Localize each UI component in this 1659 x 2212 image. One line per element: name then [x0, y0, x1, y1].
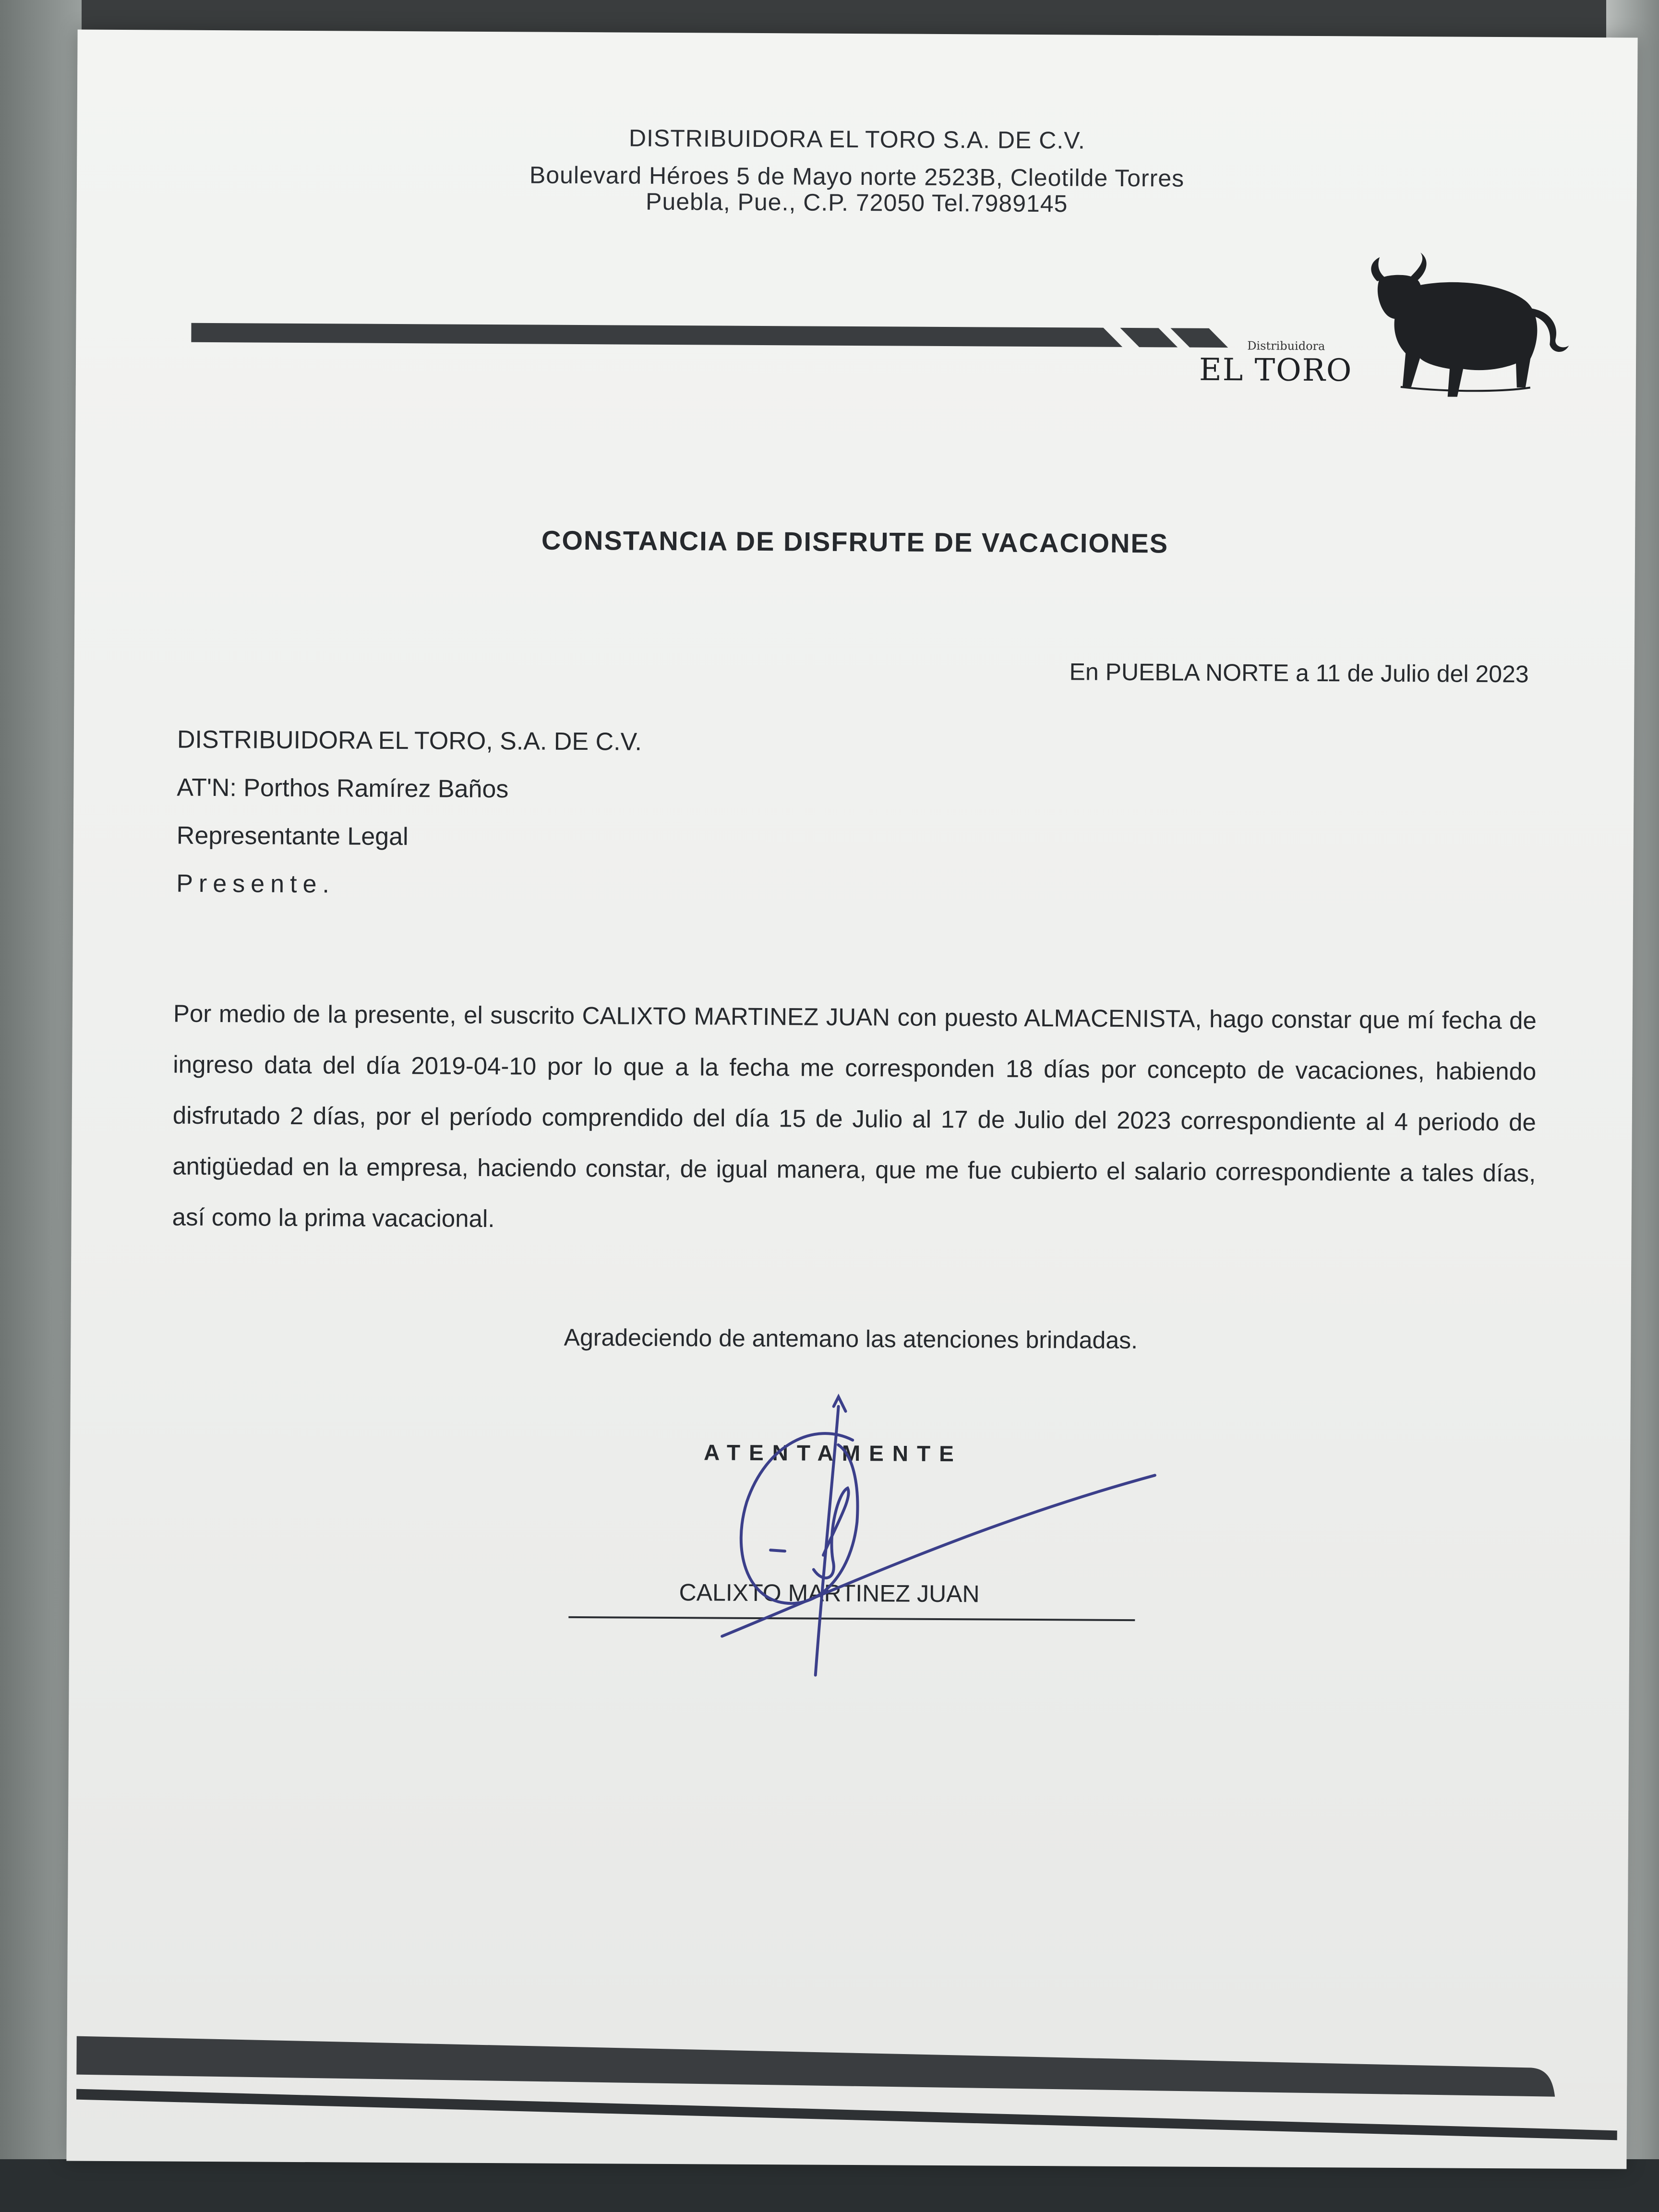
body-paragraph: Por medio de la presente, el suscrito CALIXTO MARTINEZ JUAN con puesto ALMACENISTA, hago constar que mí fecha de ingreso data del día 2019-04-10 por lo que a la fecha me corresponden 18 días por concepto de vacaciones, habiendo disfrutado 2 días, por el período comprendido del día 15 de Julio al 17 de Julio del 2023 correspondiente al 4 periodo de antigüedad en la empresa, haciendo constar, de igual manera, que me fue cubierto el salario correspondiente a tales días, así como la prima vacacional.	[172, 999, 1537, 1233]
footer-stripe	[67, 2017, 1627, 2150]
logo-small-text: Distribuidora	[1247, 339, 1325, 353]
document-title: CONSTANCIA DE DISFRUTE DE VACACIONES	[541, 525, 1169, 559]
closing-word: ATENTAMENTE	[704, 1440, 962, 1467]
header-stripe	[191, 304, 1296, 362]
recipient-company: DISTRIBUIDORA EL TORO, S.A. DE C.V.	[177, 725, 642, 756]
recipient-greeting: Presente.	[176, 869, 336, 899]
letterhead-company: DISTRIBUIDORA EL TORO S.A. DE C.V.	[628, 124, 1086, 154]
place-date: En PUEBLA NORTE a 11 de Julio del 2023	[1069, 658, 1529, 688]
handwritten-signature	[693, 1377, 1199, 1715]
thanks-line: Agradeciendo de antemano las atenciones brindadas.	[564, 1323, 1138, 1354]
letterhead-city: Puebla, Pue., C.P. 72050 Tel.7989145	[645, 188, 1068, 217]
letterhead-address: Boulevard Héroes 5 de Mayo norte 2523B, Cleotilde Torres	[529, 161, 1185, 192]
signer-name: CALIXTO MARTINEZ JUAN	[679, 1579, 980, 1608]
logo-brand: EL TORO	[1199, 352, 1353, 389]
recipient-attention: AT'N: Porthos Ramírez Baños	[177, 773, 509, 804]
letter-page	[66, 30, 1637, 2169]
recipient-role: Representante Legal	[176, 821, 409, 851]
